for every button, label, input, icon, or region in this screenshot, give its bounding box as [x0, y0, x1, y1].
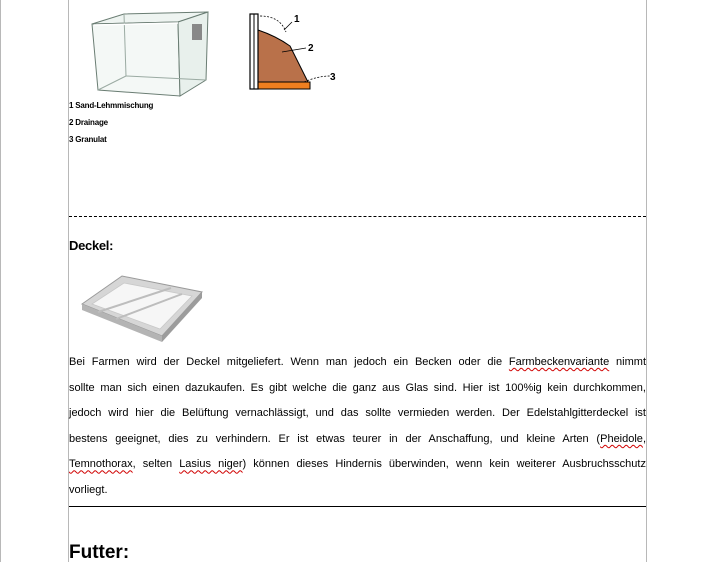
glass-tank-image [88, 10, 213, 100]
text-run: nimmt [609, 356, 647, 368]
text-run: bestens geeignet, dies zu verhindern. Er ist etwas teurer in der Anschaffung, und kleine Arten ( [69, 432, 601, 445]
text-run: vorliegt. [69, 483, 108, 496]
lid-paragraph [69, 350, 646, 504]
misspelled-word: Temnothorax [69, 458, 133, 471]
section-heading-food: Futter: [69, 542, 130, 563]
figure-label-3: 3 [330, 72, 336, 83]
paragraph-line [69, 350, 646, 376]
window-edge-line [0, 0, 1, 562]
text-run: jedoch wird hier die Belüftung vernachlässigt, und das sollte vermieden werden. Der Edelstahlgitterdeckel ist [69, 407, 646, 420]
text-run: , selten [132, 458, 180, 471]
text-run: ) können dieses Hindernis überwinden, wenn kein weiterer Ausbruchsschutz [242, 458, 646, 471]
substrate-profile-diagram [246, 10, 342, 94]
paragraph-line [69, 452, 646, 478]
section-heading-lid: Deckel: [69, 238, 114, 253]
misspelled-word: Lasius niger [179, 458, 243, 471]
legend-item-3: 3 Granulat [69, 135, 107, 144]
legend-item-2: 2 Drainage [69, 118, 108, 127]
paragraph-line [69, 427, 646, 453]
figure-label-2: 2 [308, 43, 314, 54]
misspelled-word: Pheidole [600, 432, 643, 445]
legend-item-1: 1 Sand-Lehmmischung [69, 101, 154, 110]
dashed-separator [69, 216, 646, 217]
figure-label-1: 1 [294, 14, 300, 25]
text-run: Bei Farmen wird der Deckel mitgeliefert. Wenn man jedoch ein Becken oder die [69, 356, 509, 368]
paragraph-line [69, 478, 646, 504]
text-run: , [642, 432, 646, 445]
section-separator [69, 506, 646, 507]
misspelled-word: Farmbeckenvariante [508, 356, 610, 368]
paragraph-line [69, 401, 646, 427]
text-run: sollte man sich einen dazukaufen. Es gibt welche die ganz aus Glas sind. Hier ist 100%ig kein durchkommen, [69, 381, 646, 394]
paragraph-line [69, 376, 646, 402]
lid-image [76, 274, 206, 346]
page-margin-right [646, 0, 647, 562]
